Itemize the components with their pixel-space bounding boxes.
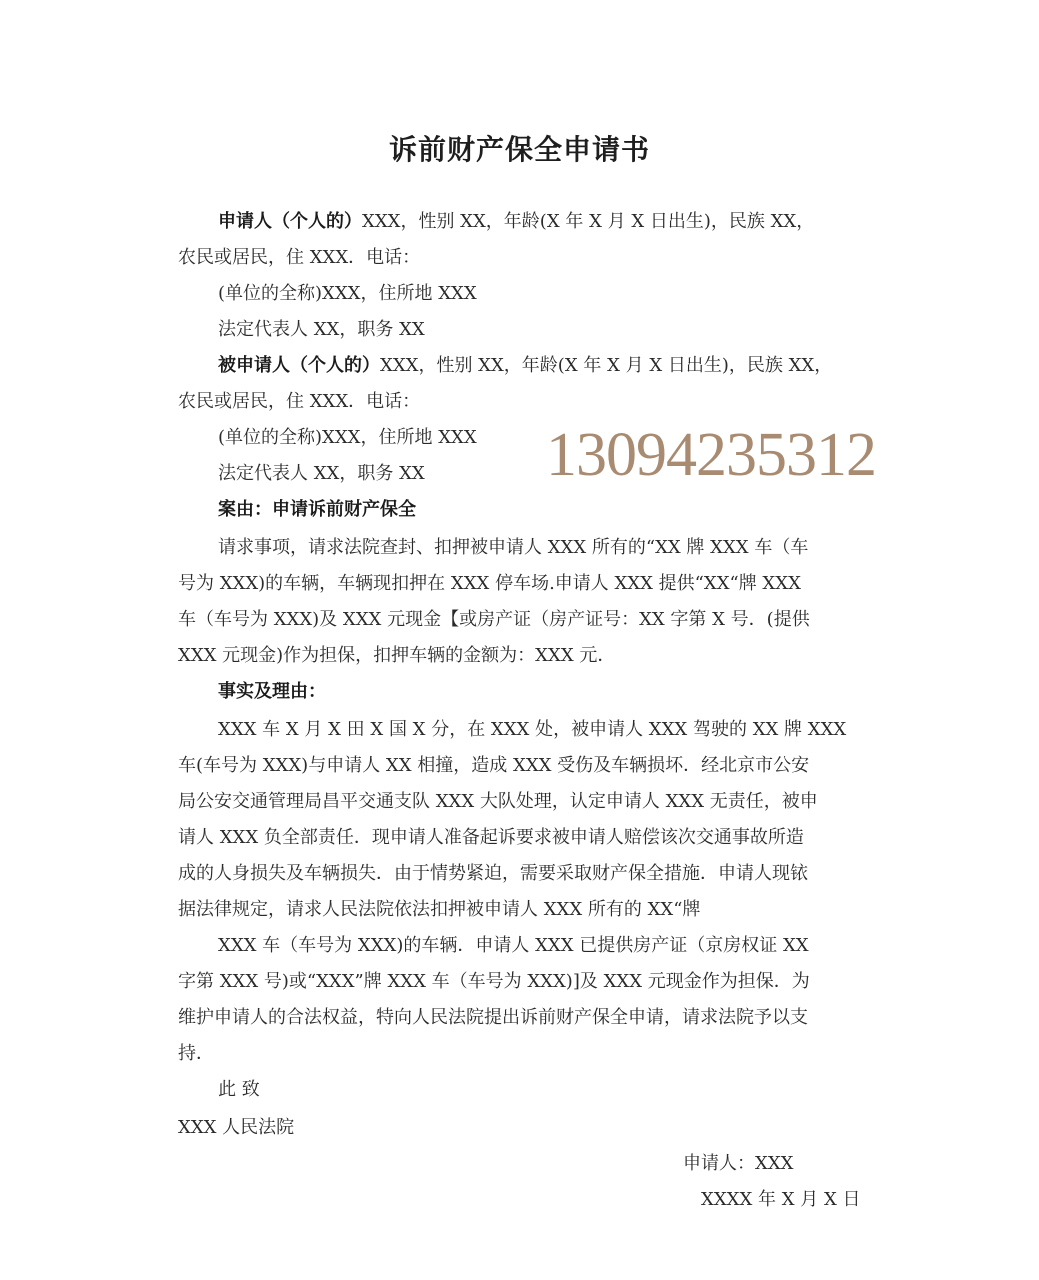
document-line <box>178 644 615 668</box>
document-line <box>218 282 477 306</box>
document-line <box>178 246 420 270</box>
document-line <box>218 318 425 342</box>
document-line <box>178 1006 808 1030</box>
line-text: XXX 车 X 月 X 田 X 国 X 分，在 XXX 处，被申请人 XXX 驾驶的 XX 牌 XXX <box>218 719 847 740</box>
document-line <box>178 826 804 850</box>
document-line <box>218 934 809 958</box>
document-line <box>178 1042 214 1066</box>
line-text: XXX，性别 XX，年龄(X 年 X 月 X 日出生)，民族 XX， <box>362 211 815 232</box>
document-line <box>218 1078 260 1102</box>
line-text: 此 致 <box>218 1079 260 1100</box>
line-text: 维护申请人的合法权益，特向人民法院提出诉前财产保全申请，请求法院予以支 <box>178 1007 808 1028</box>
line-text: 成的人身损失及车辆损失．由于情势紧迫，需要采取财产保全措施．申请人现铱 <box>178 863 808 884</box>
document-line <box>178 898 700 922</box>
document-line <box>218 210 814 234</box>
document-line <box>218 718 846 742</box>
line-text: (单位的全称)XXX，住所地 XXX <box>218 283 477 304</box>
document-line <box>178 390 420 414</box>
line-text: 农民或居民，住 XXX．电话： <box>178 247 421 268</box>
line-bold-label: 案由：申请诉前财产保全 <box>218 499 416 520</box>
document-title: 诉前财产保全申请书 <box>388 133 650 166</box>
line-bold-label: 申请人（个人的） <box>218 211 362 232</box>
line-text: (单位的全称)XXX，住所地 XXX <box>218 427 477 448</box>
document-line <box>218 426 477 450</box>
document-line <box>178 754 809 778</box>
signature-applicant: 申请人：XXX <box>683 1153 794 1174</box>
line-text: XXX 元现金)作为担保，扣押车辆的金额为：XXX 元． <box>178 645 616 666</box>
line-text: 请人 XXX 负全部责任．现申请人准备起诉要求被申请人赔偿该次交通事故所造 <box>178 827 804 848</box>
line-text: 农民或居民，住 XXX．电话： <box>178 391 421 412</box>
document-line <box>218 354 832 378</box>
line-bold-label: 事实及理由： <box>218 681 326 702</box>
line-text: 局公安交通管理局昌平交通支队 XXX 大队处理，认定申请人 XXX 无责任，被申 <box>178 791 818 812</box>
document-line <box>178 1116 294 1140</box>
document-line <box>218 680 326 704</box>
line-text: 车(车号为 XXX)与申请人 XX 相撞，造成 XXX 受伤及车辆损坏．经北京市公安 <box>178 755 810 776</box>
line-text: XXX 车（车号为 XXX)的车辆．申请人 XXX 已提供房产证（京房权证 XX <box>218 935 809 956</box>
signature-date: XXXX 年 X 月 X 日 <box>701 1189 861 1210</box>
document-line <box>178 862 808 886</box>
line-text: 持． <box>178 1043 214 1064</box>
line-text: 字第 XXX 号)或“XXX”牌 XXX 车（车号为 XXX)]及 XXX 元现金作为担保．为 <box>178 971 810 992</box>
line-text: 据法律规定，请求人民法院依法扣押被申请人 XXX 所有的 XX“牌 <box>178 899 701 920</box>
document-line <box>218 462 425 486</box>
phone-watermark: 13094235312 <box>546 421 876 489</box>
line-text: XXX 人民法院 <box>178 1117 295 1138</box>
line-text: XXX，性别 XX，年龄(X 年 X 月 X 日出生)，民族 XX， <box>380 355 833 376</box>
document-line <box>178 790 818 814</box>
document-line <box>218 498 416 522</box>
line-text: 法定代表人 XX，职务 XX <box>218 319 425 340</box>
line-bold-label: 被申请人（个人的） <box>218 355 380 376</box>
line-text: 法定代表人 XX，职务 XX <box>218 463 425 484</box>
document-line <box>178 970 810 994</box>
document-line <box>178 572 801 596</box>
document-line <box>218 536 808 560</box>
line-text: 车（车号为 XXX)及 XXX 元现金【或房产证（房产证号：XX 字第 X 号．(提供 <box>178 609 810 630</box>
line-text: 号为 XXX)的车辆，车辆现扣押在 XXX 停车场.申请人 XXX 提供“XX“牌 XXX <box>178 573 801 594</box>
line-text: 请求事项，请求法院查封、扣押被申请人 XXX 所有的“XX 牌 XXX 车（车 <box>218 537 809 558</box>
document-line <box>178 608 810 632</box>
